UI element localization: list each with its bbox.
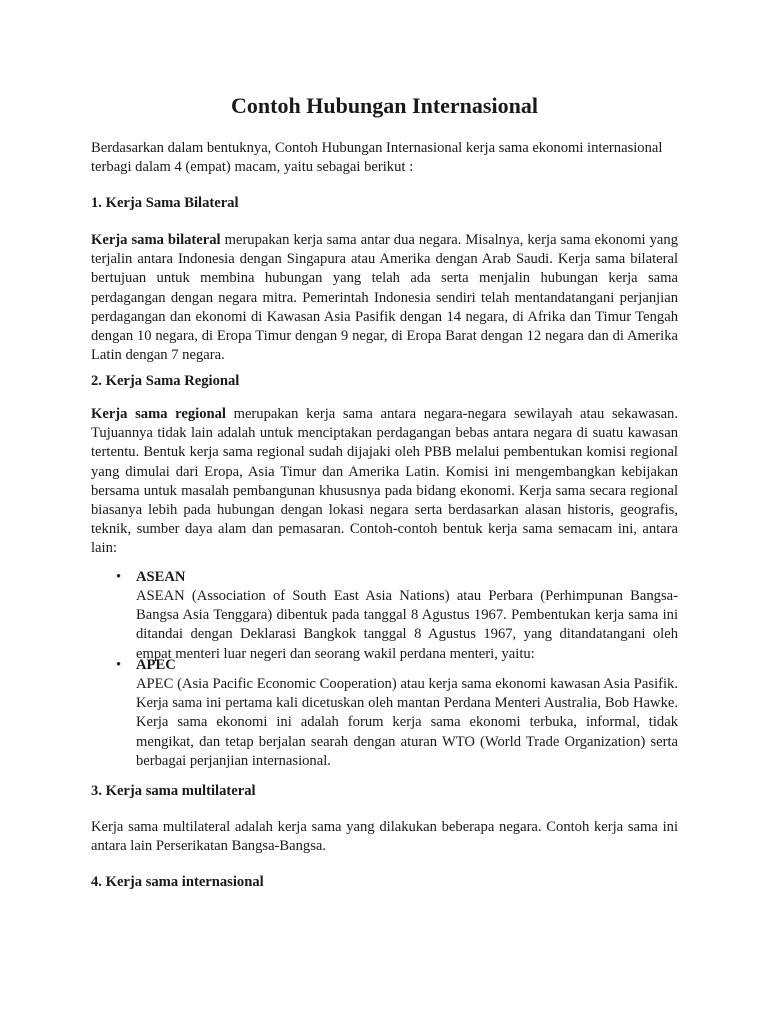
section-2-paragraph — [91, 405, 678, 559]
section-3-heading: 3. Kerja sama multilateral — [91, 783, 256, 799]
section-1-body: merupakan kerja sama antar dua negara. Misalnya, kerja sama ekonomi yang terjalin antara Indonesia dengan Singapura atau Amerika dengan Arab Saudi. Kerja sama bilateral bertujuan untuk membina hubungan yang telah ada serta menjalin hubungan kerja sama perdagangan dengan negara mitra. Pemerintah Indonesia sendiri telah mentandatangani perjanjian perdagangan dan ekonomi di Kawasan Asia Pasifik dengan 14 negara, di Afrika dan Timur Tengah dengan 10 negara, di Eropa Timur dengan 9 negar, di Eropa Barat dengan 12 negara dan di Amerika Latin dengan 7 negara. — [91, 232, 678, 364]
bullet-body-asean: ASEAN (Association of South East Asia Nations) atau Perbara (Perhimpunan Bangsa-Bangsa Asia Tenggara) dibentuk pada tanggal 8 Agustus 1967. Pembentukan kerja sama ini ditandai dengan Deklarasi Bangkok tanggal 8 Agustus 1967, yang ditandatangani oleh empat menteri luar negeri dan seorang wakil perdana menteri, yaitu: — [136, 588, 678, 662]
bullet-body-apec: APEC (Asia Pacific Economic Cooperation) atau kerja sama ekonomi kawasan Asia Pasifik. Kerja sama ini pertama kali dicetuskan oleh mantan Perdana Menteri Australia, Bob Hawke. Kerja sama ekonomi ini adalah forum kerja sama ekonomi terbuka, informal, tidak mengikat, dan tetap berjalan searah dengan aturan WTO (World Trade Organization) serta berbagai perjanjian internasional. — [136, 676, 678, 769]
section-1-heading: 1. Kerja Sama Bilateral — [91, 195, 239, 211]
section-2-heading: 2. Kerja Sama Regional — [91, 373, 240, 389]
bullet-dot-icon: • — [116, 569, 122, 585]
bullet-title-apec: APEC — [136, 657, 176, 673]
section-1-paragraph — [91, 231, 678, 365]
section-1-lead: Kerja sama bilateral — [91, 232, 221, 248]
section-4-heading: 4. Kerja sama internasional — [91, 874, 264, 890]
section-2-body: merupakan kerja sama antara negara-negara sewilayah atau sekawasan. Tujuannya tidak lain adalah untuk menciptakan perdagangan bebas antara negara di suatu kawasan tertentu. Bentuk kerja sama regional sudah dijajaki oleh PBB melalui pembentukan komisi regional yang dimulai dari Eropa, Asia Timur dan Amerika Latin. Komisi ini mengembangkan kebijakan bersama untuk masalah pembangunan khususnya pada bidang ekonomi. Kerja sama secara regional biasanya lebih pada hubungan dengan lokasi negara serta berdasarkan alasan historis, geografis, teknik, sumber daya alam dan pemasaran. Contoh-contoh bentuk kerja sama semacam ini, antara lain: — [91, 406, 678, 557]
intro-paragraph: Berdasarkan dalam bentuknya, Contoh Hubungan Internasional kerja sama ekonomi internasional terbagi dalam 4 (empat) macam, yaitu sebagai berikut : — [91, 140, 663, 176]
page-title: Contoh Hubungan Internasional — [231, 93, 538, 118]
section-2-lead: Kerja sama regional — [91, 406, 226, 422]
section-3-paragraph: Kerja sama multilateral adalah kerja sama yang dilakukan beberapa negara. Contoh kerja sama ini antara lain Perserikatan Bangsa-Bangsa. — [91, 819, 678, 855]
bullet-title-asean: ASEAN — [136, 569, 186, 585]
bullet-dot-icon: • — [116, 657, 122, 673]
